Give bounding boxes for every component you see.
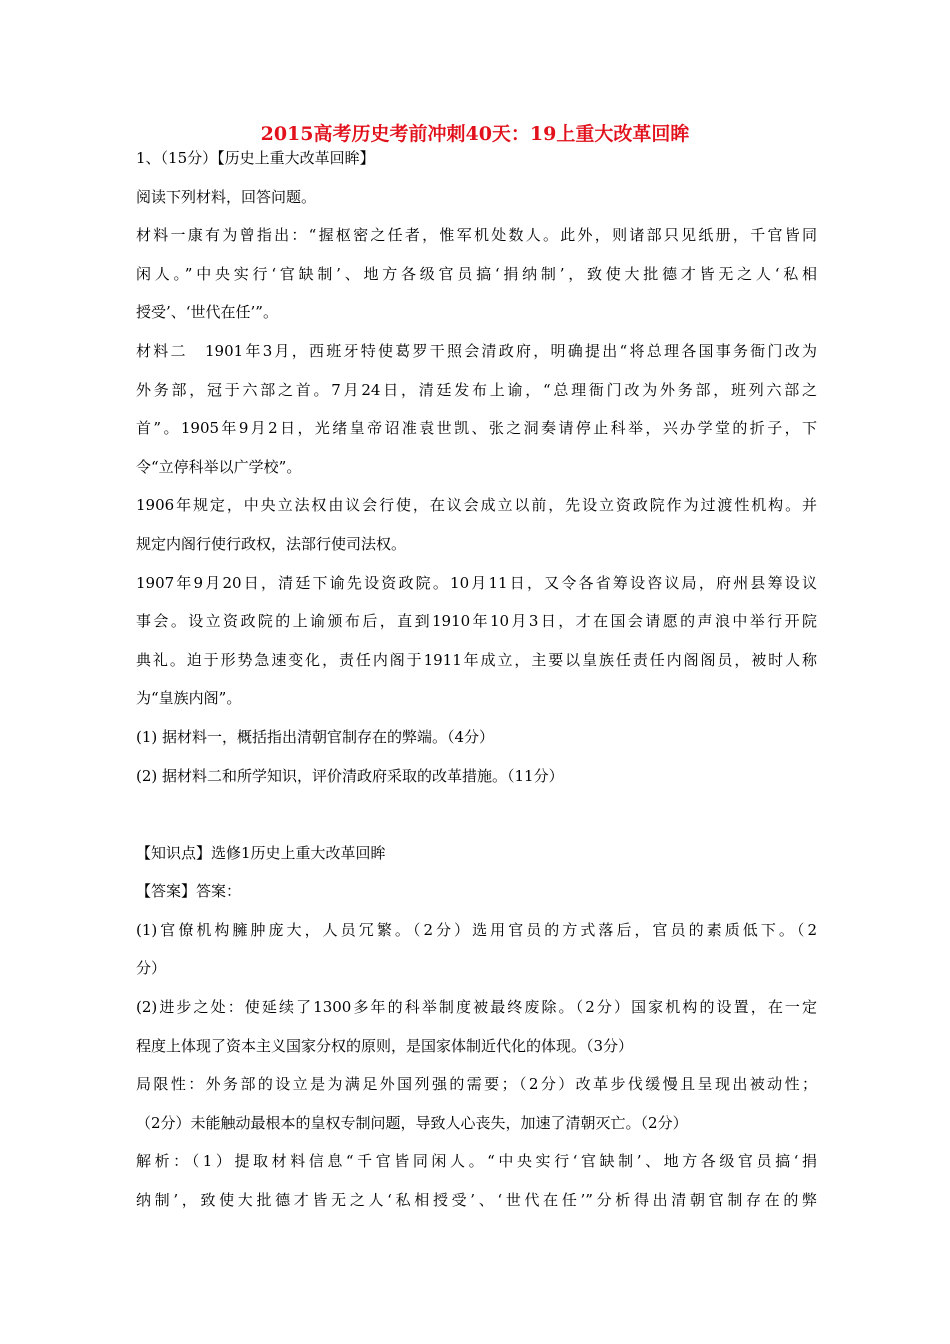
document-body [136, 145, 817, 1226]
text-line: 【答案】答案： [136, 882, 242, 901]
text-line: 外务部，冠于六部之首。7月24日，清廷发布上谕，“总理衙门改为外务部，班列六部之 [136, 380, 817, 399]
text-line: 授受’、‘世代在任’”。 [136, 303, 278, 322]
text-line: 纳制’，致使大批德才皆无之人‘私相授受’、‘世代在任’”分析得出清朝官制存在的弊 [136, 1191, 817, 1210]
text-line: 1906年规定，中央立法权由议会行使，在议会成立以前，先设立资政院作为过渡性机构。并 [136, 496, 817, 515]
text-line: 首”。1905年9月2日，光绪皇帝诏准袁世凯、张之洞奏请停止科举，兴办学堂的折子，下 [136, 419, 817, 438]
text-line: 分） [136, 959, 167, 978]
text-line: 规定内阁行使行政权，法部行使司法权。 [136, 534, 407, 553]
text-line: 材料二 1901年3月，西班牙特使葛罗干照会清政府，明确提出“将总理各国事务衙门改为 [136, 341, 817, 360]
text-line: (1) 据材料一，概括指出清朝官制存在的弊端。（4分） [136, 727, 495, 746]
text-line: 闲人。”中央实行‘官缺制’、地方各级官员搞‘捐纳制’，致使大批德才皆无之人‘私相 [136, 264, 817, 283]
text-line: 材料一康有为曾指出：“握枢密之任者，惟军机处数人。此外，则诸部只见纸册，千官皆同 [136, 226, 817, 245]
text-line: 事会。设立资政院的上谕颁布后，直到1910年10月3日，才在国会请愿的声浪中举行开院 [136, 612, 817, 631]
text-line: 阅读下列材料，回答问题。 [136, 187, 317, 206]
text-line: 【知识点】选修1历史上重大改革回眸 [136, 843, 386, 862]
text-line [136, 801, 817, 840]
text-line: 令“立停科举以广学校”。 [136, 457, 302, 476]
text-line: 局限性：外务部的设立是为满足外国列强的需要；（2分）改革步伐缓慢且呈现出被动性； [136, 1075, 817, 1094]
text-line: 程度上体现了资本主义国家分权的原则，是国家体制近代化的体现。（3分） [136, 1036, 634, 1055]
text-line: (1)官僚机构臃肿庞大，人员冗繁。（2分）选用官员的方式落后，官员的素质低下。（2 [136, 920, 817, 939]
text-line: 典礼。迫于形势急速变化，责任内阁于1911年成立，主要以皇族任责任内阁阁员，被时人称 [136, 650, 817, 669]
text-line: 1、（15分）【历史上重大改革回眸】 [136, 149, 375, 167]
text-line: (2) 据材料二和所学知识，评价清政府采取的改革措施。（11分） [136, 766, 564, 785]
document-title: 2015高考历史考前冲刺40天：19上重大改革回眸 [260, 123, 690, 145]
text-line: 解析：（1）提取材料信息“千官皆同闲人。“中央实行‘官缺制’、地方各级官员搞‘捐 [136, 1152, 817, 1171]
text-line: (2)进步之处：使延续了1300多年的科举制度被最终废除。（2分）国家机构的设置，在一定 [136, 998, 817, 1017]
text-line: （2分）未能触动最根本的皇权专制问题，导致人心丧失，加速了清朝灭亡。（2分） [136, 1113, 688, 1132]
text-line: 1907年9月20日，清廷下谕先设资政院。10月11日，又令各省筹设咨议局，府州县筹设议 [136, 573, 817, 592]
text-line: 为“皇族内阁”。 [136, 689, 242, 708]
